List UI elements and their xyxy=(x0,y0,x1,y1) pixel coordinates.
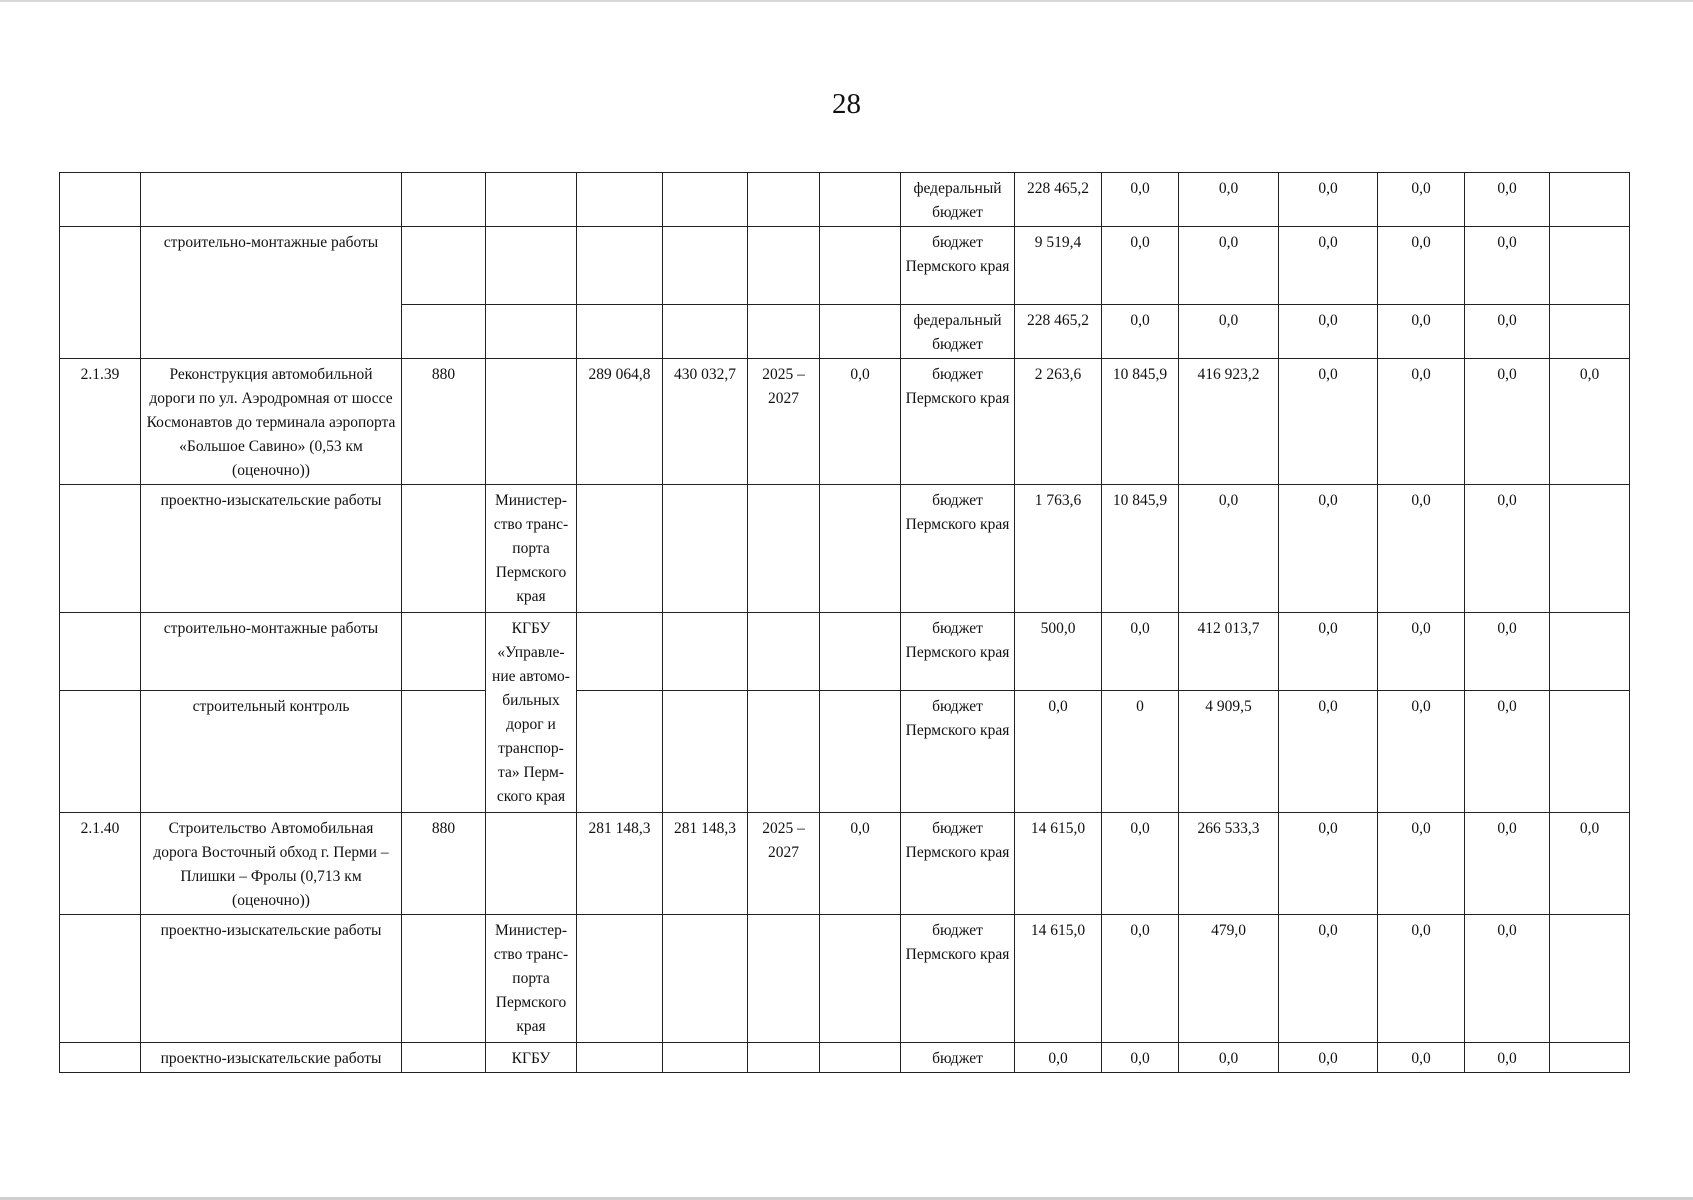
table-cell xyxy=(577,613,663,691)
table-cell: строительно-монтажные работы xyxy=(141,227,402,359)
table-cell xyxy=(1550,613,1630,691)
table-cell xyxy=(1550,227,1630,305)
table-cell: 0,0 xyxy=(1279,915,1378,1043)
table-cell: 0,0 xyxy=(1378,227,1465,305)
table-cell: 0,0 xyxy=(1378,813,1465,915)
table-cell: бюджет Пермского края xyxy=(901,691,1015,813)
table-row xyxy=(60,613,1630,691)
table-cell: 0,0 xyxy=(1465,613,1550,691)
table-cell: 479,0 xyxy=(1179,915,1279,1043)
table-cell xyxy=(141,173,402,227)
table-cell: 416 923,2 xyxy=(1179,359,1279,485)
table-cell: 0,0 xyxy=(1465,305,1550,359)
table-cell xyxy=(1550,173,1630,227)
table-cell: 880 xyxy=(402,359,486,485)
table-row xyxy=(60,485,1630,613)
table-cell xyxy=(1550,915,1630,1043)
table-cell: Строительство Автомобильная дорога Восточный обход г. Перми – Плишки – Фролы (0,713 км (оценочно)) xyxy=(141,813,402,915)
table-cell xyxy=(60,1043,141,1073)
table-cell: 14 615,0 xyxy=(1015,813,1102,915)
table-cell: 0,0 xyxy=(1279,485,1378,613)
table-body xyxy=(60,173,1630,1073)
table-cell: 0,0 xyxy=(1378,915,1465,1043)
table-cell: бюджет Пермского края xyxy=(901,227,1015,305)
table-cell: 0,0 xyxy=(1378,1043,1465,1073)
table-cell xyxy=(663,173,748,227)
table-cell: 0,0 xyxy=(1465,915,1550,1043)
table-cell: 2025 – 2027 xyxy=(748,359,820,485)
table-cell xyxy=(60,613,141,691)
table-cell: 228 465,2 xyxy=(1015,305,1102,359)
table-cell: строительно-монтажные работы xyxy=(141,613,402,691)
table-row xyxy=(60,173,1630,227)
table-cell xyxy=(577,1043,663,1073)
table-cell xyxy=(1550,1043,1630,1073)
table-cell xyxy=(486,227,577,305)
table-cell xyxy=(748,1043,820,1073)
table-cell: бюджет Пермского края xyxy=(901,813,1015,915)
scan-top-edge xyxy=(0,0,1693,2)
table-cell: 0,0 xyxy=(1015,1043,1102,1073)
table-cell xyxy=(577,173,663,227)
table-cell xyxy=(820,173,901,227)
table-cell xyxy=(402,173,486,227)
table-cell: 0,0 xyxy=(1102,915,1179,1043)
table-cell: 0,0 xyxy=(820,813,901,915)
table-cell: федеральный бюджет xyxy=(901,305,1015,359)
page-number: 28 xyxy=(832,88,861,120)
table-cell: 0,0 xyxy=(1279,813,1378,915)
table-cell xyxy=(60,173,141,227)
table-cell: 0,0 xyxy=(1102,227,1179,305)
table-cell: 266 533,3 xyxy=(1179,813,1279,915)
table-cell: федеральный бюджет xyxy=(901,173,1015,227)
table-cell: 2.1.39 xyxy=(60,359,141,485)
table-cell xyxy=(60,915,141,1043)
table-cell: Министер-ство транс-порта Пермского края xyxy=(486,915,577,1043)
table-cell: КГБУ xyxy=(486,1043,577,1073)
table-cell xyxy=(577,485,663,613)
table-cell xyxy=(486,305,577,359)
table-cell: 0,0 xyxy=(820,359,901,485)
table-cell: 2.1.40 xyxy=(60,813,141,915)
table-cell xyxy=(748,485,820,613)
table-container xyxy=(59,172,1630,1073)
table-cell xyxy=(748,691,820,813)
table-cell xyxy=(748,613,820,691)
table-cell: 0,0 xyxy=(1102,613,1179,691)
table-cell: 0,0 xyxy=(1550,813,1630,915)
table-cell xyxy=(486,359,577,485)
table-cell: 0,0 xyxy=(1378,359,1465,485)
table-cell: 0,0 xyxy=(1279,613,1378,691)
table-cell: 0,0 xyxy=(1378,173,1465,227)
table-cell: 281 148,3 xyxy=(663,813,748,915)
table-cell xyxy=(663,691,748,813)
table-cell: 0,0 xyxy=(1465,1043,1550,1073)
table-cell xyxy=(1550,305,1630,359)
table-cell xyxy=(402,613,486,691)
table-cell: 0,0 xyxy=(1279,173,1378,227)
table-cell: КГБУ «Управле-ние автомо-бильных дорог и транспор-та» Перм-ского края xyxy=(486,613,577,813)
table-cell: 289 064,8 xyxy=(577,359,663,485)
table-cell: 0,0 xyxy=(1465,813,1550,915)
table-cell xyxy=(577,915,663,1043)
table-cell: 0,0 xyxy=(1279,1043,1378,1073)
table-cell xyxy=(402,305,486,359)
table-cell: 0,0 xyxy=(1179,485,1279,613)
table-cell: Министер-ство транс-порта Пермского края xyxy=(486,485,577,613)
table-cell xyxy=(820,227,901,305)
table-cell: 0,0 xyxy=(1179,173,1279,227)
table-cell xyxy=(402,691,486,813)
table-cell: бюджет Пермского края xyxy=(901,613,1015,691)
table-cell: 0,0 xyxy=(1015,691,1102,813)
table-cell xyxy=(820,691,901,813)
table-cell: 0,0 xyxy=(1179,305,1279,359)
table-cell: строительный контроль xyxy=(141,691,402,813)
table-cell xyxy=(402,915,486,1043)
table-cell: Реконструкция автомобильной дороги по ул. Аэродромная от шоссе Космонавтов до терминала аэропорта «Большое Савино» (0,53 км (оценочно)) xyxy=(141,359,402,485)
table-cell: 0,0 xyxy=(1279,359,1378,485)
table-cell xyxy=(577,691,663,813)
table-cell: 412 013,7 xyxy=(1179,613,1279,691)
table-cell: 0,0 xyxy=(1378,613,1465,691)
table-cell xyxy=(820,305,901,359)
table-cell: 0,0 xyxy=(1465,359,1550,485)
table-cell: 9 519,4 xyxy=(1015,227,1102,305)
table-cell: 0,0 xyxy=(1465,691,1550,813)
table-cell: 0,0 xyxy=(1550,359,1630,485)
table-cell: 0,0 xyxy=(1179,1043,1279,1073)
table-cell: 10 845,9 xyxy=(1102,485,1179,613)
table-cell xyxy=(748,227,820,305)
table-cell xyxy=(663,305,748,359)
table-cell: 0,0 xyxy=(1465,485,1550,613)
table-cell: 0,0 xyxy=(1465,227,1550,305)
table-cell: бюджет Пермского края xyxy=(901,485,1015,613)
table-cell: бюджет xyxy=(901,1043,1015,1073)
table-cell: 0,0 xyxy=(1378,691,1465,813)
table-cell: 430 032,7 xyxy=(663,359,748,485)
table-cell xyxy=(402,485,486,613)
table-cell xyxy=(60,691,141,813)
table-cell: 0,0 xyxy=(1279,227,1378,305)
table-row xyxy=(60,691,1630,813)
table-cell: 0,0 xyxy=(1279,305,1378,359)
table-cell: бюджет Пермского края xyxy=(901,915,1015,1043)
table-row xyxy=(60,915,1630,1043)
table-cell: 228 465,2 xyxy=(1015,173,1102,227)
table-cell: 2025 – 2027 xyxy=(748,813,820,915)
table-cell xyxy=(486,173,577,227)
table-cell: 0,0 xyxy=(1102,305,1179,359)
table-row xyxy=(60,813,1630,915)
table-cell: 0,0 xyxy=(1102,173,1179,227)
table-cell: 880 xyxy=(402,813,486,915)
table-row xyxy=(60,359,1630,485)
budget-table xyxy=(59,172,1630,1073)
table-cell: 4 909,5 xyxy=(1179,691,1279,813)
table-cell: 10 845,9 xyxy=(1102,359,1179,485)
table-cell xyxy=(402,227,486,305)
table-cell: 1 763,6 xyxy=(1015,485,1102,613)
table-cell xyxy=(748,173,820,227)
table-cell: 0,0 xyxy=(1465,173,1550,227)
table-cell: проектно-изыскательские работы xyxy=(141,485,402,613)
table-cell xyxy=(1550,485,1630,613)
table-cell xyxy=(748,915,820,1043)
table-cell xyxy=(60,485,141,613)
table-cell xyxy=(577,227,663,305)
table-cell xyxy=(820,1043,901,1073)
table-cell xyxy=(663,1043,748,1073)
table-cell: 0,0 xyxy=(1179,227,1279,305)
table-row xyxy=(60,227,1630,305)
table-cell xyxy=(60,227,141,359)
table-row xyxy=(60,1043,1630,1073)
table-cell xyxy=(1550,691,1630,813)
table-cell: проектно-изыскательские работы xyxy=(141,915,402,1043)
table-cell: 0 xyxy=(1102,691,1179,813)
table-cell: 0,0 xyxy=(1102,813,1179,915)
table-cell xyxy=(748,305,820,359)
table-cell xyxy=(820,915,901,1043)
table-cell xyxy=(663,613,748,691)
table-cell: 14 615,0 xyxy=(1015,915,1102,1043)
table-cell: бюджет Пермского края xyxy=(901,359,1015,485)
table-cell: 281 148,3 xyxy=(577,813,663,915)
table-cell xyxy=(663,227,748,305)
table-cell xyxy=(820,613,901,691)
table-cell: 0,0 xyxy=(1378,305,1465,359)
table-cell: проектно-изыскательские работы xyxy=(141,1043,402,1073)
table-cell xyxy=(577,305,663,359)
table-cell: 2 263,6 xyxy=(1015,359,1102,485)
table-cell: 0,0 xyxy=(1102,1043,1179,1073)
table-cell xyxy=(663,915,748,1043)
table-cell: 500,0 xyxy=(1015,613,1102,691)
table-cell xyxy=(402,1043,486,1073)
table-cell: 0,0 xyxy=(1378,485,1465,613)
table-cell xyxy=(486,813,577,915)
table-cell xyxy=(820,485,901,613)
table-cell xyxy=(663,485,748,613)
table-cell: 0,0 xyxy=(1279,691,1378,813)
